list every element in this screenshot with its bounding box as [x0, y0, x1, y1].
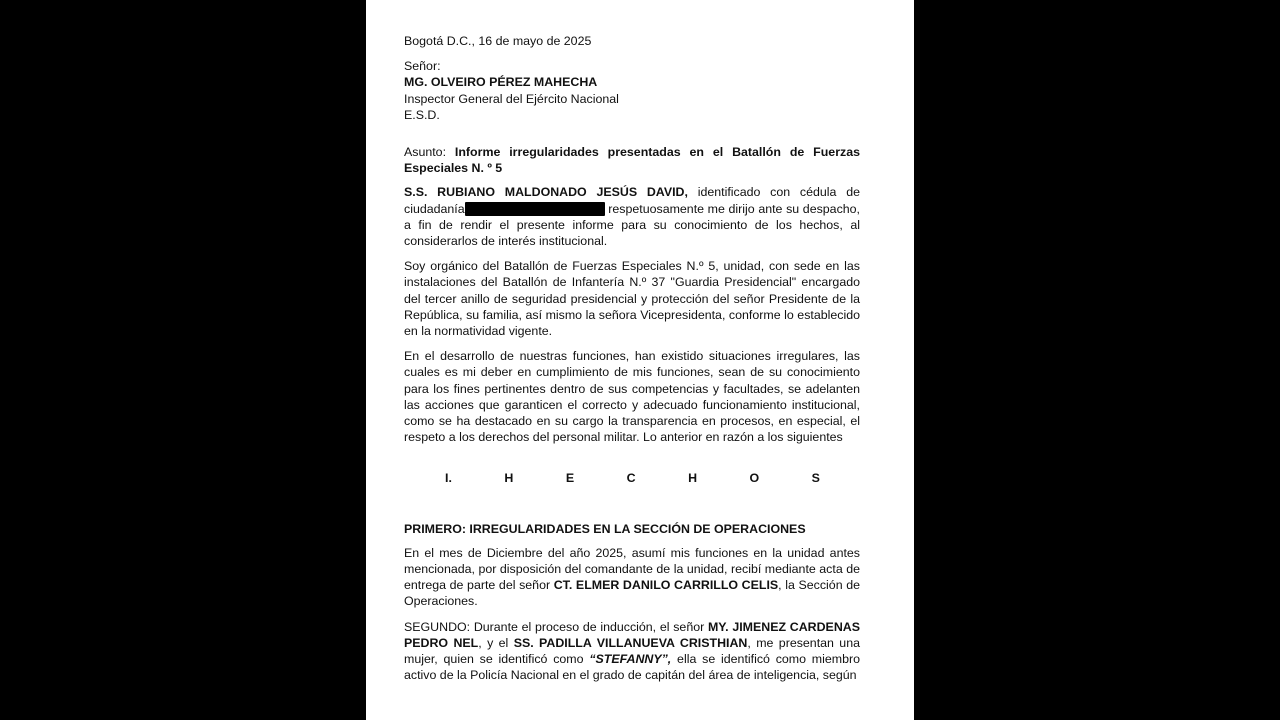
letter-date: Bogotá D.C., 16 de mayo de 2025 [404, 34, 592, 48]
subject-label: Asunto: [404, 145, 447, 160]
recipient-name: MG. OLVEIRO PÉREZ MAHECHA [404, 75, 598, 90]
paragraph-irregularities: En el desarrollo de nuestras funciones, han existido situaciones irregulares, las cuales es mi deber en cumplimiento de mis funciones, sean de su conocimiento para los fines pertinentes dentro de sus competencias y facultades, se adelanten las acciones que garanticen el correcto y adecuado funcionamiento institucional, como se ha destacado en su cargo la transparencia en procesos, en especial, el respeto a los derechos del personal militar. Lo anterior en razón a los siguientes [404, 349, 860, 445]
primero-paragraph: En el mes de Diciembre del año 2025, asumí mis funciones en la unidad antes mencionada, por disposición del comandante de la unidad, recibí mediante acta de entrega de parte del señor CT. ELMER DANILO CARRILLO CELIS, la Sección de Operaciones. [404, 545, 860, 609]
subject-line [404, 144, 860, 176]
salutation: Señor: [404, 59, 441, 74]
segundo-paragraph: SEGUNDO: Durante el proceso de inducción, el señor MY. JIMENEZ CARDENAS PEDRO NEL, y el SS. PADILLA VILLANUEVA CRISTHIAN, me presentan una mujer, quien se identificó como “STEFANNY”, ella se identificó como miembro activo de la Policía Nacional en el grado de capitán del área de inteligencia, según [404, 619, 861, 683]
redacted-id-number [465, 202, 605, 216]
recipient-esd: E.S.D. [404, 107, 440, 122]
primero-title: PRIMERO: IRREGULARIDADES EN LA SECCIÓN DE OPERACIONES [404, 521, 806, 536]
subject-text: Informe irregularidades presentadas en el Batallón de Fuerzas Especiales N. º 5 [404, 145, 860, 176]
recipient-block [404, 58, 860, 123]
hechos-heading: I. H E C H O S [445, 471, 820, 486]
sender-name: S.S. RUBIANO MALDONADO JESÚS DAVID, [404, 185, 688, 200]
officer-name: CT. ELMER DANILO CARRILLO CELIS [553, 578, 779, 593]
intro-paragraph: S.S. RUBIANO MALDONADO JESÚS DAVID, identificado con cédula de ciudadanía respetuosamente me dirijo ante su despacho, a fin de rendir el presente informe para su conocimiento de los hechos, al considerarlos de interés institucional. [404, 185, 861, 249]
document-content [404, 33, 860, 693]
recipient-title: Inspector General del Ejército Nacional [404, 91, 619, 106]
paragraph-unit-description: Soy orgánico del Batallón de Fuerzas Especiales N.º 5, unidad, con sede en las instalaciones del Batallón de Infantería N.º 37 "Guardia Presidencial" encargado del tercer anillo de seguridad presidencial y protección del señor Presidente de la República, su familia, así mismo la señora Vicepresidenta, conforme lo establecido en la normatividad vigente. [404, 259, 860, 339]
document-page [366, 0, 914, 720]
